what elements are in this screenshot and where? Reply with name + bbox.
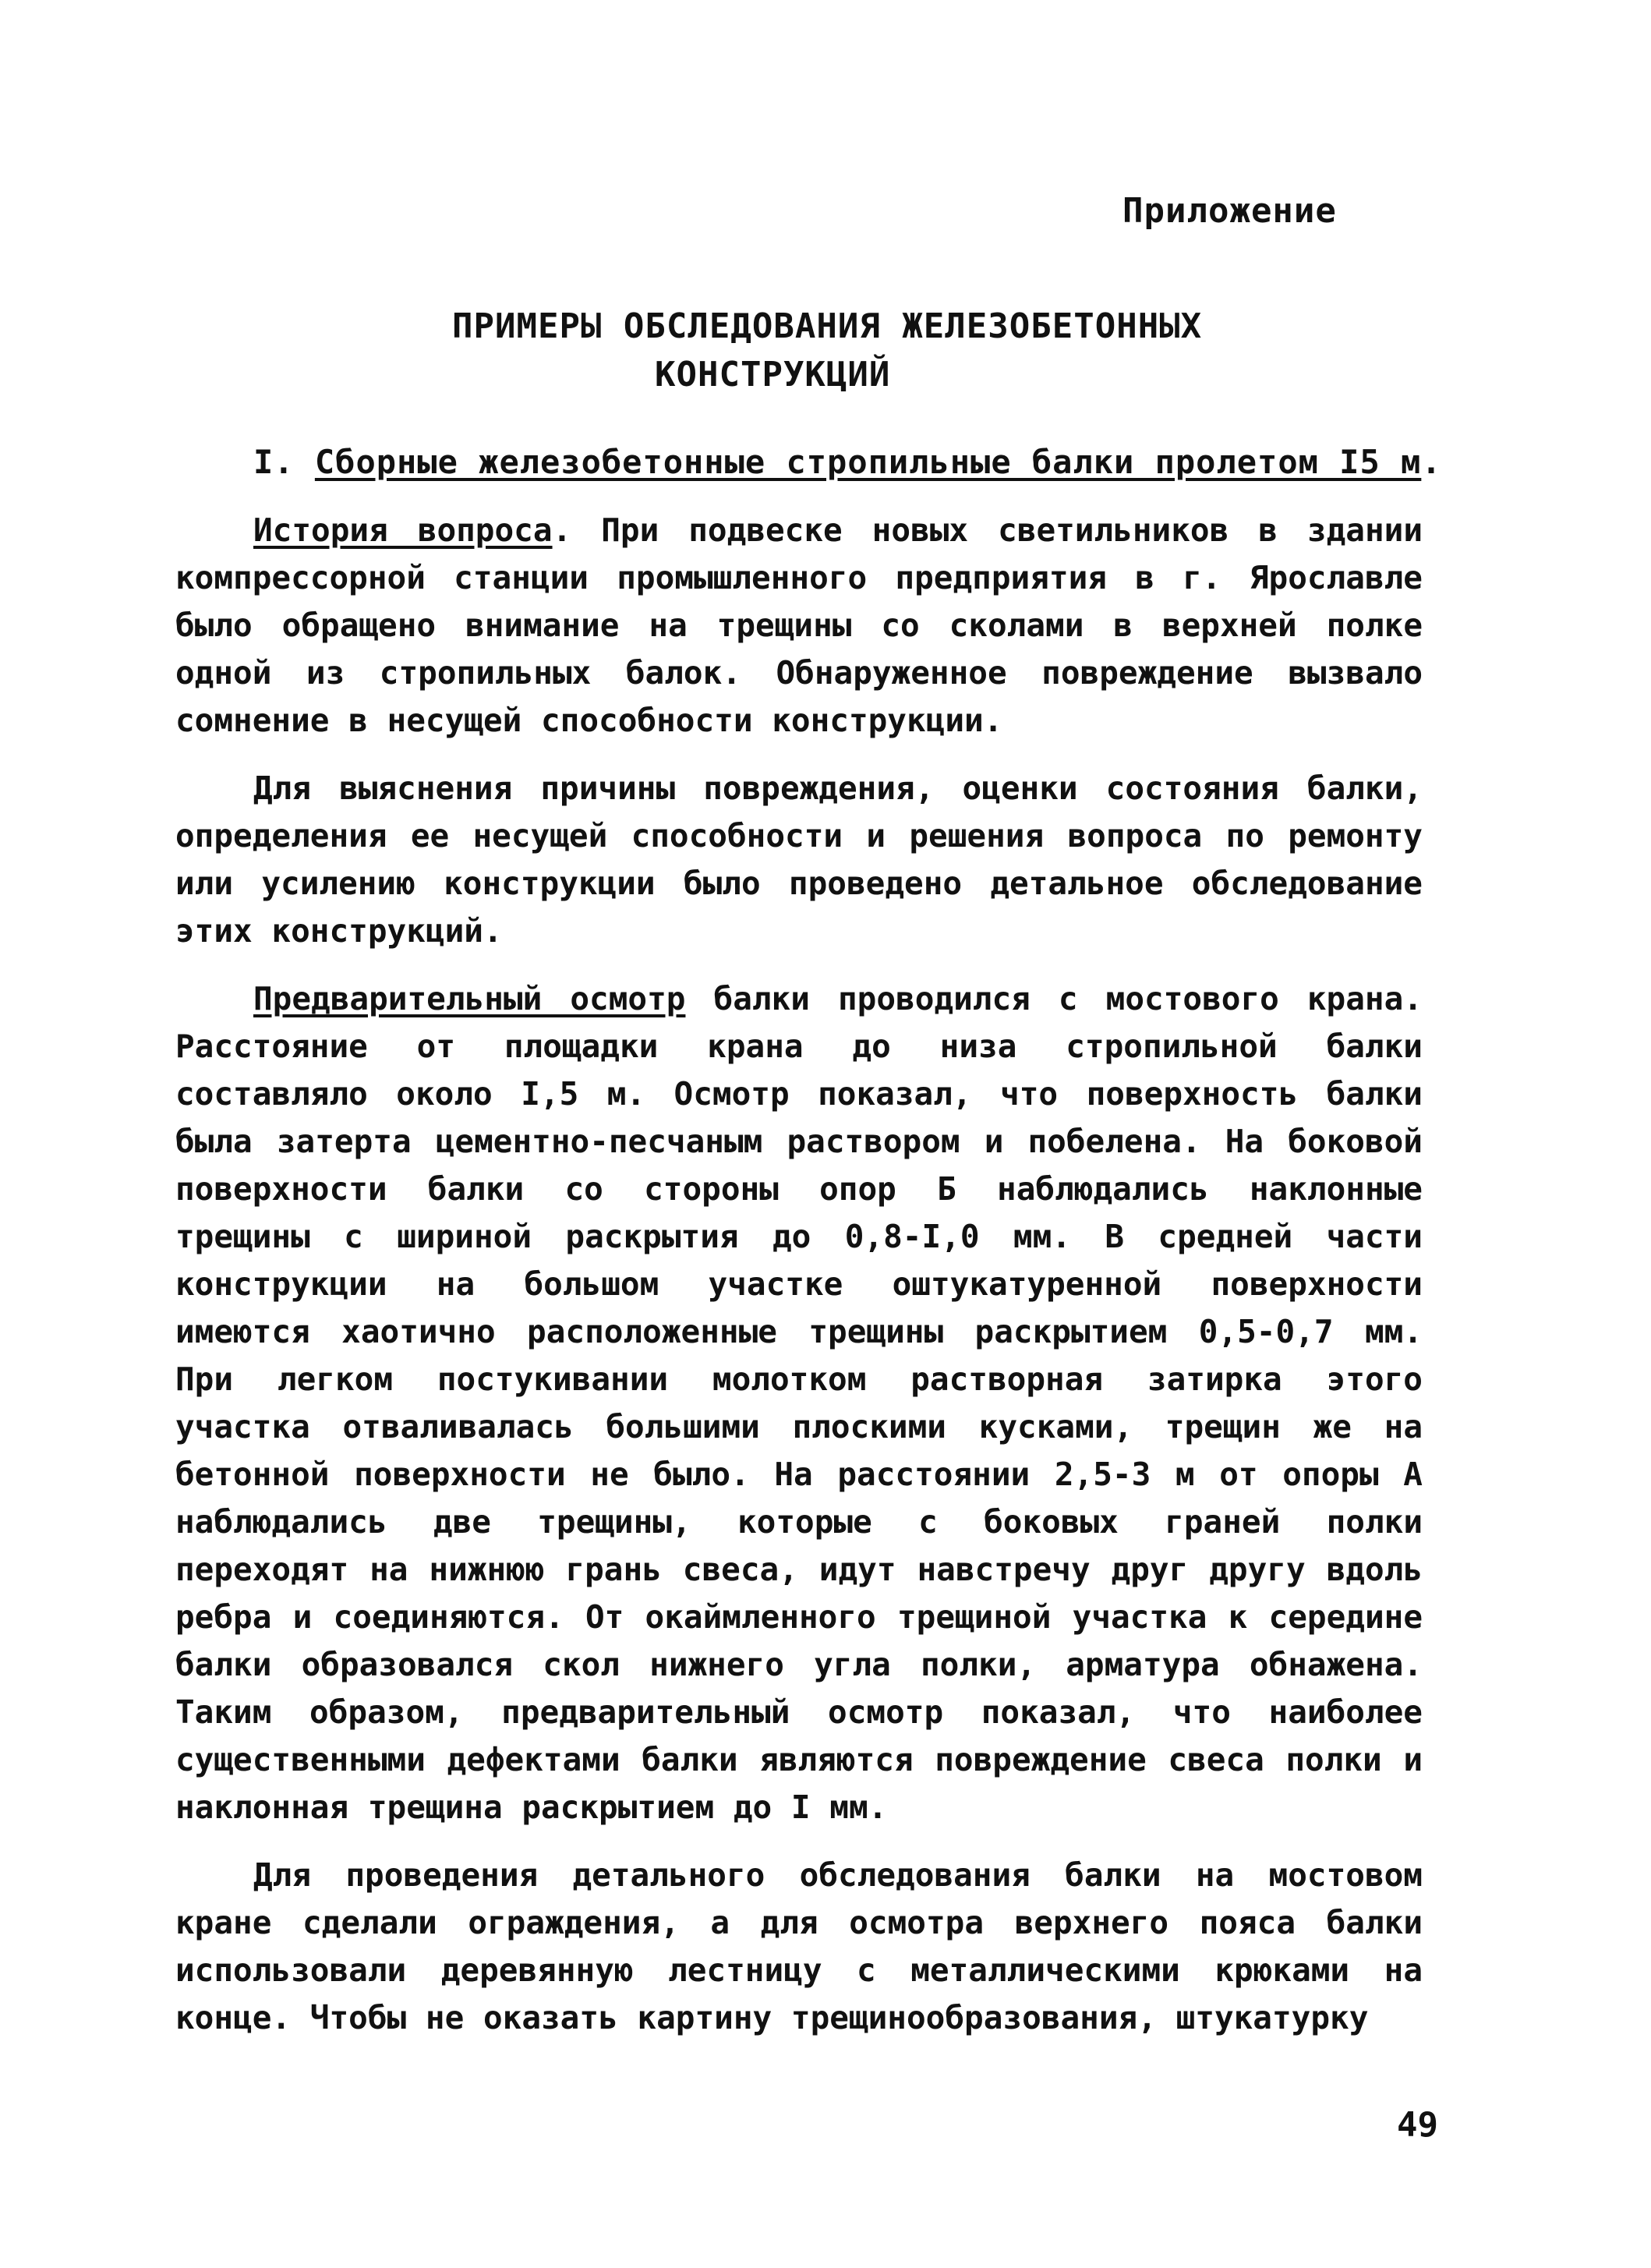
title-line-2: КОНСТРУКЦИЙ (655, 355, 891, 395)
section-heading (253, 443, 1442, 481)
title-line-1: ПРИМЕРЫ ОБСЛЕДОВАНИЯ ЖЕЛЕЗОБЕТОННЫХ (452, 306, 1203, 346)
page-number: 49 (1397, 2105, 1438, 2145)
paragraph-text: Для проведения детального обследования балки на мостовом кране сделали ограждения, а для осмотра верхнего пояса балки использовали деревянную лестницу с металлическими крюками на конце. Чтобы не оказать картину трещинообразования, штукатурку (175, 1856, 1423, 2036)
paragraph-text: . При подвеске новых светильников в здании компрессорной станции промышленного предприятия в г. Ярославле было обращено внимание на трещины со сколами в верхней полке одной из стропильных балок. Обнаруженное повреждение вызвало сомнение в несущей способности конструкции. (175, 511, 1423, 739)
body-text (175, 507, 1423, 2062)
paragraph (175, 507, 1423, 745)
paragraph (175, 1852, 1423, 2042)
section-number: I. (253, 443, 295, 481)
paragraph-text: балки проводился с мостового крана. Расстояние от площадки крана до низа стропильной балки составляло около I,5 м. Осмотр показал, что поверхность балки была затерта цементно-песчаным раствором и побелена. На боковой поверхности балки со стороны опор Б наблюдались наклонные трещины с шириной раскрытия до 0,8-I,0 мм. В средней части конструкции на большом участке оштукатуренной поверхности имеются хаотично расположенные трещины раскрытием 0,5-0,7 мм. При легком постукивании молотком растворная затирка этого участка отваливалась большими плоскими кусками, трещин же на бетонной поверхности не было. На расстоянии 2,5-3 м от опоры А наблюдались две трещины, которые с боковых граней полки переходят на нижнюю грань свеса, идут навстречу друг другу вдоль ребра и соединяются. От окаймленного трещиной участка к середине балки образовался скол нижнего угла полки, арматура обнажена. Таким образом, предварительный осмотр показал, что наиболее существенными дефектами балки являются повреждение свеса полки и наклонная трещина раскрытием до I мм. (175, 980, 1423, 1826)
paragraph-text: Для выяснения причины повреждения, оценки состояния балки, определения ее несущей способности и решения вопроса по ремонту или усилению конструкции было проведено детальное обследование этих конструкций. (175, 770, 1423, 950)
document-title (452, 303, 1202, 399)
section-heading-end: . (1421, 443, 1442, 481)
appendix-label: Приложение (1122, 191, 1337, 231)
paragraph-lead: История вопроса (253, 511, 553, 549)
paragraph (175, 975, 1423, 1831)
paragraph (175, 765, 1423, 955)
paragraph-lead: Предварительный осмотр (253, 980, 686, 1017)
section-heading-text: Сборные железобетонные стропильные балки пролетом I5 м (314, 443, 1422, 481)
